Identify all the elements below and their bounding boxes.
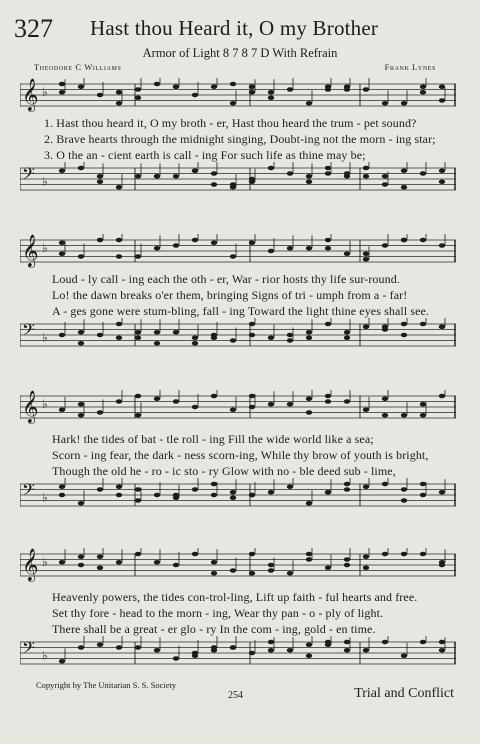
note-head-icon (211, 394, 217, 399)
note-head-icon (306, 501, 312, 506)
lyric-line: Heavenly powers, the tides con-trol-ling, Lift up faith - ful hearts and free. (52, 590, 418, 604)
note-head-icon (325, 171, 331, 176)
note-head-icon (116, 322, 122, 327)
note-head-icon (325, 246, 331, 251)
note-head-icon (116, 493, 122, 498)
system-3-treble-staff (20, 390, 456, 424)
note-head-icon (116, 90, 122, 95)
note-head-icon (192, 238, 198, 243)
note-head-icon (439, 98, 445, 103)
note-head-icon (439, 394, 445, 399)
note-head-icon (306, 179, 312, 184)
note-head-icon (249, 394, 255, 399)
lyric-line: Loud - ly call - ing each the oth - er, War - rior hosts thy life sur-round. (52, 272, 400, 286)
bass-clef-icon: 𝄢 (22, 637, 35, 662)
note-head-icon (401, 238, 407, 243)
note-head-icon (59, 407, 65, 412)
note-head-icon (135, 552, 141, 557)
note-head-icon (439, 168, 445, 173)
tune-meter-line: Armor of Light 8 7 8 7 D With Refrain (142, 46, 338, 60)
note-head-icon (268, 335, 274, 340)
note-head-icon (287, 484, 293, 489)
system-4-treble-staff (20, 548, 456, 582)
note-head-icon (325, 166, 331, 171)
note-head-icon (192, 335, 198, 340)
note-head-icon (420, 90, 426, 95)
note-head-icon (211, 571, 217, 576)
note-head-icon (287, 571, 293, 576)
copyright-notice: Copyright by The Unitarian S. S. Society (36, 680, 177, 690)
note-head-icon (401, 322, 407, 327)
note-head-icon (420, 84, 426, 89)
note-head-icon (287, 333, 293, 338)
note-head-icon (382, 182, 388, 187)
note-head-icon (154, 82, 160, 87)
note-head-icon (420, 413, 426, 418)
system-4-bass-staff (20, 636, 456, 670)
note-head-icon (382, 327, 388, 332)
note-head-icon (97, 487, 103, 492)
lyric-line: Lo! the dawn breaks o'er them, bringing Signs of tri - umph from a - far! (52, 288, 408, 302)
note-head-icon (116, 335, 122, 340)
author-credit: Theodore C Williams (34, 62, 122, 72)
note-head-icon (306, 410, 312, 415)
note-head-icon (287, 338, 293, 343)
note-head-icon (306, 101, 312, 106)
note-head-icon (344, 563, 350, 568)
note-head-icon (211, 335, 217, 340)
note-head-icon (230, 254, 236, 259)
note-head-icon (268, 166, 274, 171)
note-head-icon (173, 243, 179, 248)
note-head-icon (306, 396, 312, 401)
note-head-icon (249, 552, 255, 557)
note-head-icon (97, 642, 103, 647)
note-head-icon (382, 640, 388, 645)
system-1-treble-staff (20, 78, 456, 112)
note-head-icon (192, 552, 198, 557)
note-head-icon (268, 563, 274, 568)
note-head-icon (59, 560, 65, 565)
note-head-icon (420, 493, 426, 498)
note-head-icon (420, 171, 426, 176)
note-head-icon (211, 182, 217, 187)
note-head-icon (363, 484, 369, 489)
lyric-line: Hark! the tides of bat - tle roll - ing Fill the wide world like a sea; (52, 432, 374, 446)
note-head-icon (59, 659, 65, 664)
note-head-icon (249, 90, 255, 95)
note-head-icon (420, 482, 426, 487)
note-head-icon (420, 402, 426, 407)
note-head-icon (249, 493, 255, 498)
note-head-icon (287, 87, 293, 92)
note-head-icon (116, 254, 122, 259)
note-head-icon (306, 330, 312, 335)
note-head-icon (97, 554, 103, 559)
note-head-icon (211, 560, 217, 565)
note-head-icon (230, 407, 236, 412)
flat-sign-icon: ♭ (42, 397, 48, 412)
note-head-icon (173, 493, 179, 498)
treble-clef-icon: 𝄞 (22, 390, 39, 423)
note-head-icon (116, 399, 122, 404)
note-head-icon (363, 87, 369, 92)
note-head-icon (154, 330, 160, 335)
note-head-icon (192, 653, 198, 658)
section-heading: Trial and Conflict (354, 686, 454, 701)
bass-clef-icon: 𝄢 (22, 479, 35, 504)
note-head-icon (230, 495, 236, 500)
note-head-icon (249, 571, 255, 576)
note-head-icon (268, 640, 274, 645)
note-head-icon (382, 482, 388, 487)
note-head-icon (135, 487, 141, 492)
note-head-icon (78, 413, 84, 418)
note-head-icon (154, 648, 160, 653)
note-head-icon (97, 179, 103, 184)
note-head-icon (97, 174, 103, 179)
lyric-line: Set thy fore - head to the morn - ing, Wear thy pan - o - ply of light. (52, 606, 384, 620)
treble-clef-icon: 𝄞 (22, 548, 39, 581)
note-head-icon (192, 405, 198, 410)
note-head-icon (230, 568, 236, 573)
flat-sign-icon: ♭ (42, 174, 48, 189)
note-head-icon (325, 238, 331, 243)
note-head-icon (173, 330, 179, 335)
bass-clef-icon: 𝄢 (22, 319, 35, 344)
note-head-icon (230, 490, 236, 495)
note-head-icon (268, 648, 274, 653)
flat-sign-icon: ♭ (42, 648, 48, 663)
note-head-icon (306, 174, 312, 179)
note-head-icon (59, 82, 65, 87)
note-head-icon (268, 249, 274, 254)
note-head-icon (154, 341, 160, 346)
note-head-icon (78, 341, 84, 346)
note-head-icon (420, 238, 426, 243)
note-head-icon (135, 87, 141, 92)
note-head-icon (325, 490, 331, 495)
note-head-icon (135, 413, 141, 418)
note-head-icon (382, 243, 388, 248)
note-head-icon (154, 493, 160, 498)
lyric-line: 1. Hast thou heard it, O my broth - er, Hast thou heard the trum - pet sound? (44, 116, 417, 130)
lyric-line: A - ges gone were stum-bling, fall - ing Toward the light thine eyes shall see. (52, 304, 430, 318)
note-head-icon (268, 490, 274, 495)
note-head-icon (173, 84, 179, 89)
system-3-bass-staff (20, 478, 456, 512)
note-head-icon (78, 254, 84, 259)
note-head-icon (116, 238, 122, 243)
note-head-icon (363, 565, 369, 570)
note-head-icon (97, 565, 103, 570)
note-head-icon (363, 251, 369, 256)
note-head-icon (249, 405, 255, 410)
note-head-icon (439, 490, 445, 495)
note-head-icon (344, 251, 350, 256)
treble-clef-icon: 𝄞 (22, 234, 39, 267)
note-head-icon (211, 84, 217, 89)
note-head-icon (230, 645, 236, 650)
note-head-icon (154, 396, 160, 401)
note-head-icon (363, 174, 369, 179)
note-head-icon (116, 484, 122, 489)
note-head-icon (268, 402, 274, 407)
note-head-icon (154, 246, 160, 251)
note-head-icon (249, 177, 255, 182)
note-head-icon (382, 396, 388, 401)
note-head-icon (78, 501, 84, 506)
note-head-icon (401, 653, 407, 658)
note-head-icon (135, 254, 141, 259)
note-head-icon (344, 174, 350, 179)
note-head-icon (249, 651, 255, 656)
note-head-icon (439, 84, 445, 89)
lyric-line: 3. O the an - cient earth is call - ing For such life as thine may be; (44, 148, 366, 162)
note-head-icon (230, 82, 236, 87)
note-head-icon (268, 95, 274, 100)
note-head-icon (439, 563, 445, 568)
note-head-icon (287, 402, 293, 407)
flat-sign-icon: ♭ (42, 330, 48, 345)
note-head-icon (420, 640, 426, 645)
note-head-icon (135, 95, 141, 100)
page-number: 254 (228, 690, 243, 701)
lyric-line: Scorn - ing fear, the dark - ness scorn-ing, While thy brow of youth is bright, (52, 448, 429, 462)
note-head-icon (363, 554, 369, 559)
flat-sign-icon: ♭ (42, 490, 48, 505)
note-head-icon (211, 648, 217, 653)
note-head-icon (382, 413, 388, 418)
note-head-icon (344, 487, 350, 492)
flat-sign-icon: ♭ (42, 85, 48, 100)
note-head-icon (439, 324, 445, 329)
note-head-icon (59, 90, 65, 95)
note-head-icon (211, 240, 217, 245)
note-head-icon (420, 322, 426, 327)
note-head-icon (230, 338, 236, 343)
system-2-bass-staff (20, 318, 456, 352)
note-head-icon (420, 552, 426, 557)
note-head-icon (192, 168, 198, 173)
note-head-icon (306, 552, 312, 557)
note-head-icon (439, 648, 445, 653)
note-head-icon (439, 179, 445, 184)
note-head-icon (401, 552, 407, 557)
note-head-icon (78, 563, 84, 568)
note-head-icon (173, 399, 179, 404)
note-head-icon (344, 640, 350, 645)
note-head-icon (363, 257, 369, 262)
note-head-icon (363, 407, 369, 412)
note-head-icon (78, 84, 84, 89)
note-head-icon (116, 645, 122, 650)
note-head-icon (382, 101, 388, 106)
note-head-icon (344, 335, 350, 340)
note-head-icon (78, 402, 84, 407)
note-head-icon (344, 482, 350, 487)
note-head-icon (192, 341, 198, 346)
note-head-icon (154, 560, 160, 565)
note-head-icon (135, 394, 141, 399)
note-head-icon (382, 552, 388, 557)
note-head-icon (344, 557, 350, 562)
note-head-icon (135, 335, 141, 340)
note-head-icon (439, 243, 445, 248)
note-head-icon (439, 640, 445, 645)
note-head-icon (401, 413, 407, 418)
note-head-icon (287, 648, 293, 653)
lyric-line: There shall be a great - er glo - ry In the com - ing, gold - en time. (52, 622, 376, 636)
note-head-icon (325, 399, 331, 404)
note-head-icon (211, 493, 217, 498)
note-head-icon (211, 171, 217, 176)
note-head-icon (192, 487, 198, 492)
note-head-icon (382, 174, 388, 179)
note-head-icon (268, 90, 274, 95)
note-head-icon (230, 101, 236, 106)
note-head-icon (135, 174, 141, 179)
note-head-icon (97, 93, 103, 98)
note-head-icon (211, 482, 217, 487)
note-head-icon (59, 251, 65, 256)
note-head-icon (401, 168, 407, 173)
note-head-icon (287, 171, 293, 176)
note-head-icon (306, 335, 312, 340)
note-head-icon (97, 410, 103, 415)
note-head-icon (401, 185, 407, 190)
lyric-line: Though the old he - ro - ic sto - ry Glow with no - ble deed sub - lime, (52, 464, 396, 478)
note-head-icon (78, 645, 84, 650)
note-head-icon (116, 560, 122, 565)
bass-clef-icon: 𝄢 (22, 163, 35, 188)
note-head-icon (325, 87, 331, 92)
note-head-icon (306, 557, 312, 562)
note-head-icon (116, 185, 122, 190)
note-head-icon (78, 166, 84, 171)
flat-sign-icon: ♭ (42, 555, 48, 570)
flat-sign-icon: ♭ (42, 241, 48, 256)
hymn-title: Hast thou Heard it, O my Brother (90, 16, 379, 40)
note-head-icon (363, 324, 369, 329)
note-head-icon (116, 101, 122, 106)
note-head-icon (173, 563, 179, 568)
note-head-icon (401, 498, 407, 503)
system-1-bass-staff (20, 162, 456, 196)
note-head-icon (306, 246, 312, 251)
note-head-icon (325, 640, 331, 645)
note-head-icon (401, 101, 407, 106)
note-head-icon (344, 399, 350, 404)
note-head-icon (78, 554, 84, 559)
composer-credit: Frank Lynes (384, 62, 436, 72)
note-head-icon (59, 493, 65, 498)
hymn-number: 327 (14, 14, 53, 43)
note-head-icon (249, 322, 255, 327)
note-head-icon (268, 568, 274, 573)
note-head-icon (154, 174, 160, 179)
note-head-icon (363, 166, 369, 171)
note-head-icon (173, 656, 179, 661)
note-head-icon (97, 333, 103, 338)
note-head-icon (325, 394, 331, 399)
note-head-icon (135, 645, 141, 650)
treble-clef-icon: 𝄞 (22, 78, 39, 111)
note-head-icon (249, 240, 255, 245)
note-head-icon (401, 333, 407, 338)
note-head-icon (59, 168, 65, 173)
note-head-icon (325, 322, 331, 327)
note-head-icon (249, 84, 255, 89)
note-head-icon (230, 182, 236, 187)
note-head-icon (287, 246, 293, 251)
note-head-icon (306, 642, 312, 647)
note-head-icon (344, 330, 350, 335)
note-head-icon (344, 87, 350, 92)
note-head-icon (59, 240, 65, 245)
note-head-icon (59, 333, 65, 338)
note-head-icon (401, 487, 407, 492)
note-head-icon (325, 565, 331, 570)
note-head-icon (135, 498, 141, 503)
note-head-icon (59, 484, 65, 489)
note-head-icon (192, 93, 198, 98)
note-head-icon (135, 330, 141, 335)
note-head-icon (363, 648, 369, 653)
lyric-line: 2. Brave hearts through the midnight singing, Doubt-ing not the morn - ing star; (44, 132, 436, 146)
note-head-icon (97, 238, 103, 243)
note-head-icon (306, 653, 312, 658)
system-2-treble-staff (20, 234, 456, 268)
note-head-icon (344, 648, 350, 653)
note-head-icon (249, 333, 255, 338)
note-head-icon (173, 174, 179, 179)
note-head-icon (78, 330, 84, 335)
